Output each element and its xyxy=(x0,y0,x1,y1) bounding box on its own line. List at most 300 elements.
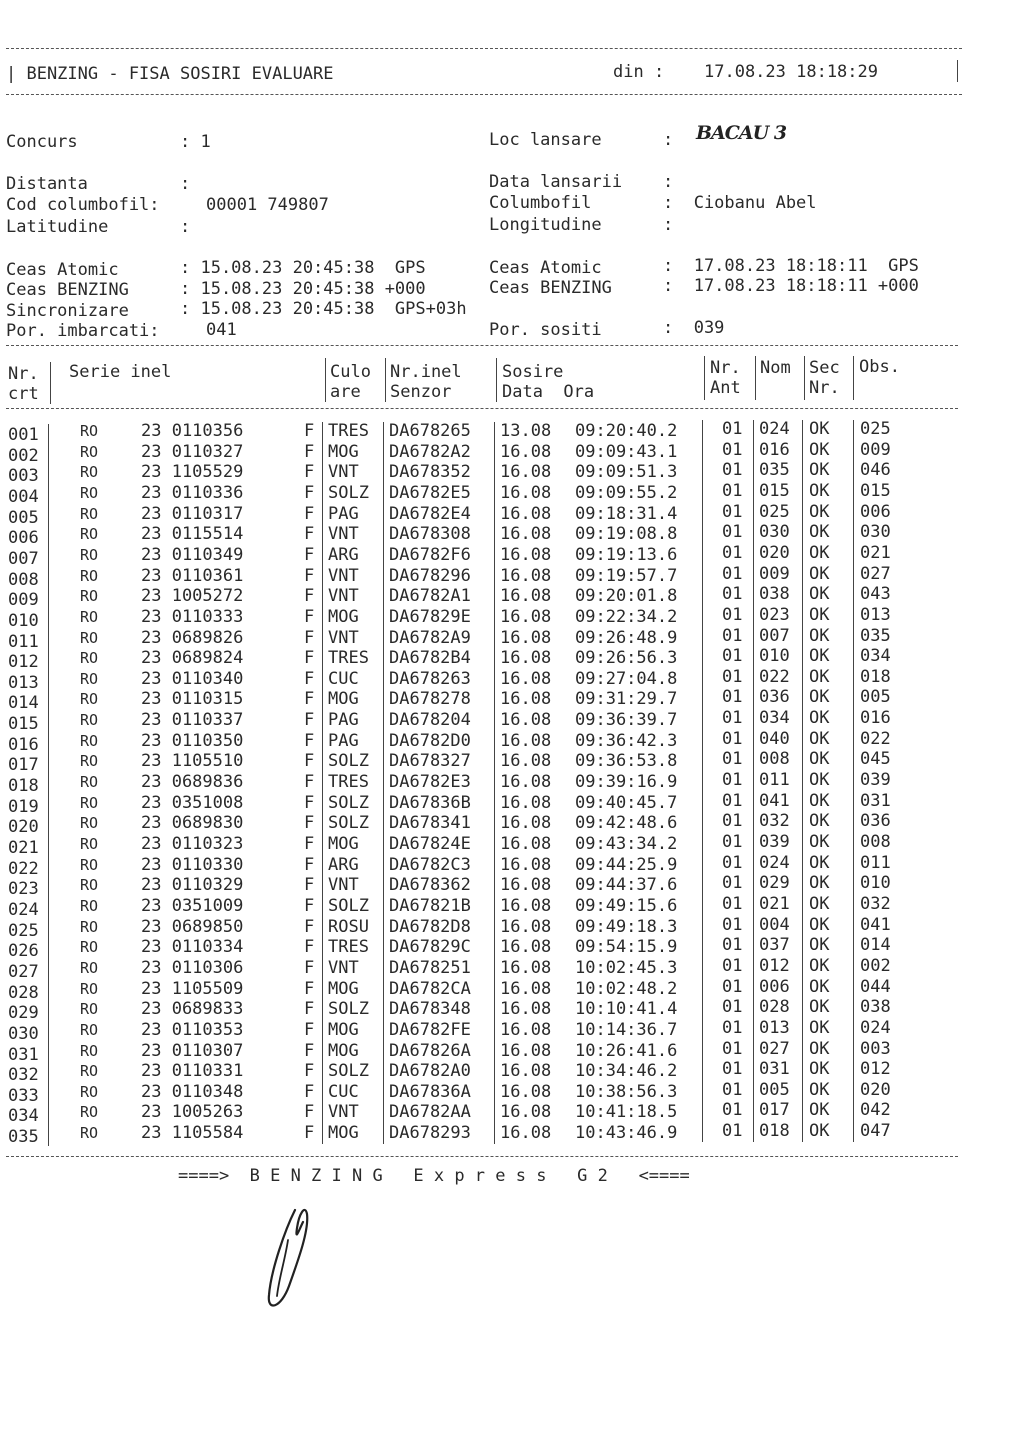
cod-columbofil-value: 00001 749807 xyxy=(206,195,329,215)
row-nr-ant: 01 xyxy=(722,1059,743,1080)
row-nr-ant: 01 xyxy=(722,832,743,852)
row-serie: 23 0351008 xyxy=(141,792,244,813)
row-ora: 09:44:25.9 xyxy=(575,854,678,875)
row-tara: RO xyxy=(80,731,99,750)
row-sex: F xyxy=(304,895,315,916)
row-sec: OK xyxy=(809,542,830,563)
row-obs: 013 xyxy=(860,604,891,625)
distanta-label: Distanta xyxy=(6,174,88,194)
row-nr-ant: 01 xyxy=(722,687,743,708)
row-senzor: DA6782F6 xyxy=(389,544,471,565)
row-sec: OK xyxy=(809,955,830,976)
row-data: 16.08 xyxy=(500,1081,552,1102)
row-nr: 034 xyxy=(8,1106,39,1127)
row-data: 16.08 xyxy=(500,916,552,937)
row-tara: RO xyxy=(80,835,99,853)
row-sec: OK xyxy=(809,935,830,956)
row-sex: F xyxy=(304,1040,315,1061)
body-bar-6 xyxy=(753,420,754,1142)
row-ora: 09:31:29.7 xyxy=(575,689,678,710)
row-sec: OK xyxy=(809,584,830,605)
row-nr: 008 xyxy=(8,569,39,590)
table-row xyxy=(0,749,1024,776)
table-row xyxy=(0,770,1024,797)
row-data: 16.08 xyxy=(500,648,552,669)
row-nr-ant: 01 xyxy=(722,873,743,894)
row-serie: 23 0689836 xyxy=(141,772,244,793)
row-sex: F xyxy=(304,875,315,896)
body-bar-8 xyxy=(853,420,854,1142)
row-nr: 024 xyxy=(8,899,39,920)
row-nr-ant: 01 xyxy=(722,997,743,1018)
right-clock-2-label: Ceas BENZING xyxy=(489,278,612,298)
row-obs: 034 xyxy=(860,646,891,667)
table-row xyxy=(0,666,1024,693)
row-nr: 030 xyxy=(8,1023,39,1044)
row-nr-ant: 01 xyxy=(722,666,743,687)
row-sex: F xyxy=(304,1061,315,1082)
row-serie: 23 1105509 xyxy=(141,978,244,999)
row-nom: 034 xyxy=(759,708,790,729)
row-nom: 037 xyxy=(759,935,790,956)
row-serie: 23 0689830 xyxy=(141,813,244,834)
row-serie: 23 0110323 xyxy=(141,834,244,854)
row-senzor: DA67821B xyxy=(389,895,471,916)
row-senzor: DA6782E3 xyxy=(389,772,471,793)
row-sex: F xyxy=(304,544,315,565)
row-obs: 041 xyxy=(860,914,891,935)
row-tara: RO xyxy=(80,587,99,606)
row-sec: OK xyxy=(809,832,830,852)
row-tara: RO xyxy=(80,938,99,957)
signature-mark xyxy=(255,1200,325,1320)
row-nom: 022 xyxy=(759,666,790,687)
row-data: 16.08 xyxy=(500,895,552,916)
row-serie: 23 1005263 xyxy=(141,1102,244,1123)
left-clock-4-label: Por. imbarcati: xyxy=(6,321,160,341)
row-serie: 23 0110327 xyxy=(141,441,244,462)
row-sec: OK xyxy=(809,1059,830,1080)
row-obs: 035 xyxy=(860,625,891,646)
row-data: 16.08 xyxy=(500,606,552,627)
row-tara: RO xyxy=(80,1041,99,1060)
table-row xyxy=(0,935,1024,962)
row-sex: F xyxy=(304,524,315,545)
row-culoare: ARG xyxy=(328,544,359,565)
row-sex: F xyxy=(304,421,315,441)
row-tara: RO xyxy=(80,855,99,874)
row-nom: 010 xyxy=(759,646,790,667)
row-culoare: SOLZ xyxy=(328,751,369,772)
body-bar-5 xyxy=(702,420,703,1142)
row-data: 16.08 xyxy=(500,1040,552,1061)
row-nr: 011 xyxy=(8,631,39,652)
col-culoare-1: Culo xyxy=(330,362,371,382)
row-data: 16.08 xyxy=(500,834,552,854)
distanta-colon: : xyxy=(180,174,191,194)
row-tara: RO xyxy=(80,814,99,833)
row-nom: 009 xyxy=(759,563,790,584)
row-nr-ant: 01 xyxy=(722,604,743,625)
row-nom: 013 xyxy=(759,1017,790,1038)
row-serie: 23 0110336 xyxy=(141,482,244,503)
row-obs: 020 xyxy=(860,1079,891,1100)
row-sec: OK xyxy=(809,728,830,749)
row-sec: OK xyxy=(809,480,830,501)
row-serie: 23 0115514 xyxy=(141,524,244,545)
col-sosire: Sosire xyxy=(502,362,564,382)
row-culoare: PAG xyxy=(328,730,359,751)
row-nr: 006 xyxy=(8,528,39,549)
row-nr-ant: 01 xyxy=(722,646,743,667)
row-ora: 09:36:42.3 xyxy=(575,730,678,751)
row-obs: 011 xyxy=(860,852,891,873)
row-nr-ant: 01 xyxy=(722,460,743,481)
row-culoare: VNT xyxy=(328,462,359,483)
row-data: 13.08 xyxy=(500,421,552,441)
row-ora: 09:19:08.8 xyxy=(575,524,678,545)
row-tara: RO xyxy=(80,1062,99,1081)
row-nom: 007 xyxy=(759,625,790,646)
table-row xyxy=(0,687,1024,714)
row-nr: 020 xyxy=(8,817,39,838)
row-obs: 036 xyxy=(860,811,891,832)
row-sex: F xyxy=(304,999,315,1020)
row-culoare: MOG xyxy=(328,978,359,999)
body-bar-1 xyxy=(48,424,49,1146)
row-data: 16.08 xyxy=(500,627,552,648)
row-tara: RO xyxy=(80,690,99,709)
table-row xyxy=(0,460,1024,487)
row-senzor: DA67836B xyxy=(389,792,471,813)
row-culoare: MOG xyxy=(328,689,359,710)
row-nr: 016 xyxy=(8,734,39,755)
row-ora: 10:02:48.2 xyxy=(575,978,678,999)
row-nr-ant: 01 xyxy=(722,770,743,791)
row-obs: 010 xyxy=(860,873,891,894)
table-row xyxy=(0,1038,1024,1065)
table-row xyxy=(0,1100,1024,1127)
row-ora: 09:42:48.6 xyxy=(575,813,678,834)
row-senzor: DA6782E5 xyxy=(389,482,471,503)
row-nom: 011 xyxy=(759,770,790,791)
col-culoare-2: are xyxy=(330,382,361,402)
row-tara: RO xyxy=(80,1103,99,1122)
col-obs: Obs. xyxy=(859,357,900,377)
row-serie: 23 0110337 xyxy=(141,710,244,731)
col-sec-1: Sec xyxy=(809,358,840,378)
data-lansarii-colon: : xyxy=(663,172,674,192)
hdr-bar-1 xyxy=(50,362,51,404)
row-serie: 23 0110334 xyxy=(141,937,244,958)
row-sex: F xyxy=(304,482,315,503)
row-nom: 018 xyxy=(759,1121,790,1142)
row-data: 16.08 xyxy=(500,524,552,545)
table-row xyxy=(0,728,1024,755)
row-serie: 23 0110350 xyxy=(141,730,244,751)
row-sex: F xyxy=(304,586,315,607)
row-sec: OK xyxy=(809,522,830,543)
row-obs: 047 xyxy=(860,1121,891,1142)
row-nr-ant: 01 xyxy=(722,852,743,873)
row-sec: OK xyxy=(809,625,830,646)
row-sex: F xyxy=(304,916,315,937)
loc-lansare-label: Loc lansare xyxy=(489,130,602,150)
table-row xyxy=(0,832,1024,858)
row-nr: 021 xyxy=(8,838,39,858)
table-row xyxy=(0,542,1024,569)
columbofil-label: Columbofil xyxy=(489,193,592,213)
row-sec: OK xyxy=(809,790,830,811)
row-tara: RO xyxy=(80,422,99,440)
row-senzor: DA6782A9 xyxy=(389,627,471,648)
hdr-bar-2 xyxy=(325,358,326,402)
row-nr: 031 xyxy=(8,1044,39,1065)
report-date-value: 17.08.23 18:18:29 xyxy=(704,62,878,82)
row-sec: OK xyxy=(809,1121,830,1142)
row-ora: 10:14:36.7 xyxy=(575,1019,678,1040)
row-nr: 013 xyxy=(8,672,39,693)
row-tara: RO xyxy=(80,896,99,915)
row-senzor: DA6782FE xyxy=(389,1019,471,1040)
table-row xyxy=(0,1121,1024,1148)
col-serie-inel: Serie inel xyxy=(69,362,172,382)
row-sex: F xyxy=(304,813,315,834)
row-nr: 003 xyxy=(8,466,39,487)
row-ora: 09:44:37.6 xyxy=(575,875,678,896)
table-row xyxy=(0,584,1024,611)
row-tara: RO xyxy=(80,793,99,812)
row-nr: 026 xyxy=(8,941,39,962)
row-nr: 022 xyxy=(8,858,39,879)
row-serie: 23 0110349 xyxy=(141,544,244,565)
row-serie: 23 0689824 xyxy=(141,648,244,669)
row-nr-ant: 01 xyxy=(722,728,743,749)
row-ora: 10:26:41.6 xyxy=(575,1040,678,1061)
body-bar-3 xyxy=(383,422,384,1144)
row-data: 16.08 xyxy=(500,854,552,875)
row-obs: 032 xyxy=(860,893,891,914)
row-sex: F xyxy=(304,462,315,483)
row-serie: 23 0110356 xyxy=(141,421,244,441)
latitudine-label: Latitudine xyxy=(6,217,109,237)
row-culoare: SOLZ xyxy=(328,813,369,834)
header-top-rule xyxy=(6,48,962,49)
row-sex: F xyxy=(304,689,315,710)
row-nr-ant: 01 xyxy=(722,584,743,605)
row-senzor: DA67824E xyxy=(389,834,471,854)
header-right-bar xyxy=(957,60,958,82)
row-nom: 031 xyxy=(759,1059,790,1080)
row-sec: OK xyxy=(809,1100,830,1121)
row-sex: F xyxy=(304,1123,315,1144)
row-senzor: DA67829C xyxy=(389,937,471,958)
hdr-bar-3 xyxy=(385,358,386,402)
body-bar-7 xyxy=(802,420,803,1142)
row-data: 16.08 xyxy=(500,999,552,1020)
table-row xyxy=(0,522,1024,549)
row-sex: F xyxy=(304,854,315,875)
right-clock-3-label: Por. sositi xyxy=(489,320,602,340)
row-data: 16.08 xyxy=(500,730,552,751)
row-ora: 09:18:31.4 xyxy=(575,503,678,524)
cod-columbofil-label: Cod columbofil: xyxy=(6,195,160,215)
row-nr: 010 xyxy=(8,610,39,631)
row-sex: F xyxy=(304,648,315,669)
row-nom: 017 xyxy=(759,1100,790,1121)
table-row xyxy=(0,997,1024,1024)
row-senzor: DA67826A xyxy=(389,1040,471,1061)
row-sec: OK xyxy=(809,997,830,1018)
row-tara: RO xyxy=(80,773,99,792)
row-culoare: TRES xyxy=(328,772,369,793)
columbofil-value: : Ciobanu Abel xyxy=(663,193,817,213)
row-nr: 002 xyxy=(8,445,39,466)
row-obs: 031 xyxy=(860,790,891,811)
row-senzor: DA6782C3 xyxy=(389,854,471,875)
row-culoare: VNT xyxy=(328,875,359,896)
row-serie: 23 0110306 xyxy=(141,957,244,978)
row-culoare: ROSU xyxy=(328,916,369,937)
row-obs: 046 xyxy=(860,460,891,481)
row-sex: F xyxy=(304,751,315,772)
row-data: 16.08 xyxy=(500,772,552,793)
row-nr-ant: 01 xyxy=(722,1038,743,1059)
row-serie: 23 0110307 xyxy=(141,1040,244,1061)
row-sec: OK xyxy=(809,708,830,729)
row-ora: 09:27:04.8 xyxy=(575,668,678,689)
row-sec: OK xyxy=(809,873,830,894)
row-nom: 024 xyxy=(759,419,790,439)
row-nr: 025 xyxy=(8,920,39,941)
row-ora: 10:41:18.5 xyxy=(575,1102,678,1123)
row-senzor: DA678327 xyxy=(389,751,471,772)
row-nom: 040 xyxy=(759,728,790,749)
row-senzor: DA6782E4 xyxy=(389,503,471,524)
row-sex: F xyxy=(304,668,315,689)
row-tara: RO xyxy=(80,628,99,647)
row-senzor: DA678308 xyxy=(389,524,471,545)
longitudine-label: Longitudine xyxy=(489,215,602,235)
row-tara: RO xyxy=(80,1000,99,1019)
row-obs: 014 xyxy=(860,935,891,956)
row-culoare: MOG xyxy=(328,1040,359,1061)
row-senzor: DA678278 xyxy=(389,689,471,710)
row-senzor: DA678204 xyxy=(389,710,471,731)
row-nom: 028 xyxy=(759,997,790,1018)
table-row xyxy=(0,501,1024,528)
row-sex: F xyxy=(304,441,315,462)
row-nom: 016 xyxy=(759,439,790,460)
row-serie: 23 0110330 xyxy=(141,854,244,875)
row-sec: OK xyxy=(809,811,830,832)
row-ora: 09:54:15.9 xyxy=(575,937,678,958)
row-serie: 23 0689826 xyxy=(141,627,244,648)
row-obs: 044 xyxy=(860,976,891,997)
table-row xyxy=(0,480,1024,507)
row-ora: 09:20:40.2 xyxy=(575,421,678,441)
row-culoare: ARG xyxy=(328,854,359,875)
table-row xyxy=(0,563,1024,590)
row-culoare: TRES xyxy=(328,421,369,441)
col-data-ora: Data Ora xyxy=(502,382,595,402)
row-senzor: DA6782CA xyxy=(389,978,471,999)
row-nr: 032 xyxy=(8,1065,39,1086)
row-nom: 039 xyxy=(759,832,790,852)
row-nr-ant: 01 xyxy=(722,955,743,976)
row-ora: 09:26:48.9 xyxy=(575,627,678,648)
row-serie: 23 0110331 xyxy=(141,1061,244,1082)
row-nr-ant: 01 xyxy=(722,893,743,914)
row-senzor: DA678293 xyxy=(389,1123,471,1144)
row-ora: 09:09:55.2 xyxy=(575,482,678,503)
row-sex: F xyxy=(304,627,315,648)
row-nr: 014 xyxy=(8,693,39,714)
row-ora: 09:49:15.6 xyxy=(575,895,678,916)
row-ora: 09:39:16.9 xyxy=(575,772,678,793)
row-ora: 09:26:56.3 xyxy=(575,648,678,669)
row-data: 16.08 xyxy=(500,462,552,483)
row-sec: OK xyxy=(809,1038,830,1059)
row-data: 16.08 xyxy=(500,482,552,503)
row-nr-ant: 01 xyxy=(722,1079,743,1100)
row-senzor: DA678362 xyxy=(389,875,471,896)
row-obs: 009 xyxy=(860,439,891,460)
row-sec: OK xyxy=(809,501,830,522)
row-tara: RO xyxy=(80,504,99,523)
row-nom: 004 xyxy=(759,914,790,935)
row-culoare: PAG xyxy=(328,710,359,731)
col-nom: Nom xyxy=(760,358,791,378)
table-row xyxy=(0,852,1024,879)
row-data: 16.08 xyxy=(500,751,552,772)
longitudine-colon: : xyxy=(663,215,674,235)
concurs-label: Concurs xyxy=(6,132,78,152)
row-ora: 09:09:43.1 xyxy=(575,441,678,462)
row-nom: 032 xyxy=(759,811,790,832)
row-nom: 020 xyxy=(759,542,790,563)
row-nr: 018 xyxy=(8,776,39,797)
row-culoare: MOG xyxy=(328,441,359,462)
row-sec: OK xyxy=(809,460,830,481)
row-nom: 015 xyxy=(759,480,790,501)
left-clock-3-label: Sincronizare xyxy=(6,301,129,321)
row-obs: 022 xyxy=(860,728,891,749)
row-obs: 003 xyxy=(860,1038,891,1059)
row-nr-ant: 01 xyxy=(722,625,743,646)
row-ora: 09:40:45.7 xyxy=(575,792,678,813)
row-culoare: MOG xyxy=(328,834,359,854)
col-crt: crt xyxy=(8,384,39,404)
row-tara: RO xyxy=(80,669,99,688)
row-obs: 012 xyxy=(860,1059,891,1080)
row-senzor: DA67829E xyxy=(389,606,471,627)
row-nom: 025 xyxy=(759,501,790,522)
row-nr: 027 xyxy=(8,961,39,982)
row-serie: 23 0110333 xyxy=(141,606,244,627)
row-nr: 017 xyxy=(8,755,39,776)
row-sec: OK xyxy=(809,666,830,687)
row-culoare: VNT xyxy=(328,586,359,607)
row-data: 16.08 xyxy=(500,792,552,813)
row-ora: 09:22:34.2 xyxy=(575,606,678,627)
row-tara: RO xyxy=(80,917,99,936)
row-nr-ant: 01 xyxy=(722,1121,743,1142)
row-culoare: VNT xyxy=(328,565,359,586)
row-senzor: DA6782B4 xyxy=(389,648,471,669)
row-obs: 008 xyxy=(860,832,891,852)
right-clock-1-label: Ceas Atomic xyxy=(489,258,602,278)
